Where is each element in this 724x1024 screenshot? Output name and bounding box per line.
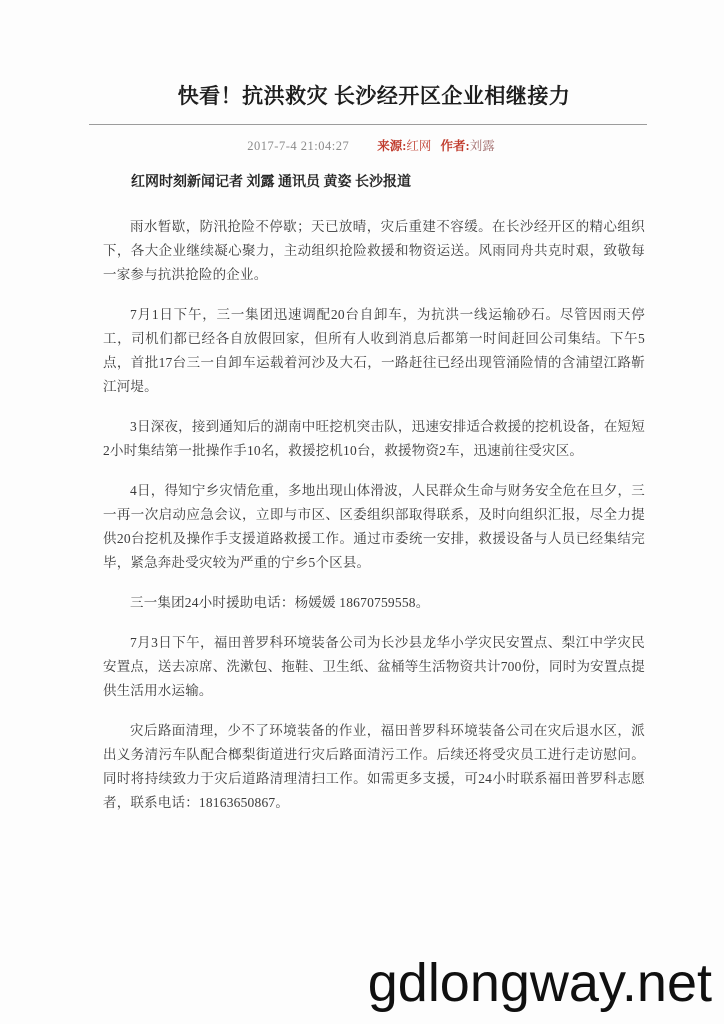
author-label: 作者: [440,139,470,153]
news-article [103,0,645,815]
article-paragraph-2: 7月1日下午，三一集团迅速调配20台自卸车，为抗洪一线运输砂石。尽管因雨天停工，司机们都已经各自放假回家，但所有人收到消息后都第一时间赶回公司集结。下午5点，首批17台三一自卸车运载着河沙及大石，一路赶往已经出现管涌险情的含浦望江路靳江河堤。 [103,307,645,394]
publish-datetime: 2017-7-4 21:04:27 [247,139,350,153]
title-divider [89,124,647,125]
article-paragraph-5: 三一集团24小时援助电话：杨媛媛 18670759558。 [130,595,430,610]
article-paragraph-6: 7月3日下午，福田普罗科环境装备公司为长沙县龙华小学灾民安置点、梨江中学灾民安置点，送去凉席、洗漱包、拖鞋、卫生纸、盆桶等生活物资共计700份，同时为安置点提供生活用水运输。 [103,635,645,698]
source-group [377,139,431,153]
article-byline: 红网时刻新闻记者 刘露 通讯员 黄姿 长沙报道 [131,175,411,190]
article-paragraph-3: 3日深夜，接到通知后的湖南中旺挖机突击队，迅速安排适合救援的挖机设备，在短短2小时集结第一批操作手10名，救援挖机10台，救援物资2车，迅速前往受灾区。 [103,419,645,458]
article-paragraph-4: 4日，得知宁乡灾情危重，多地出现山体滑波，人民群众生命与财务安全危在旦夕，三一再一次启动应急会议，立即与市区、区委组织部取得联系，及时向组织汇报，尽全力提供20台挖机及操作手支援道路救援工作。通过市委统一安排，救援设备与人员已经集结完毕，紧急奔赴受灾较为严重的宁乡5个区县。 [103,483,645,570]
site-watermark: gdlongway.net [367,953,712,1013]
article-meta [103,137,645,155]
article-paragraph-1: 雨水暂歇，防汛抢险不停歇；天已放晴，灾后重建不容缓。在长沙经开区的精心组织下，各大企业继续凝心聚力，主动组织抢险救援和物资运送。风雨同舟共克时艰，致敬每一家参与抗洪抢险的企业。 [103,219,645,282]
article-title: 快看！抗洪救灾 长沙经开区企业相继接力 [177,84,571,108]
author-group [441,139,495,153]
article-paragraph-7: 灾后路面清理，少不了环境装备的作业，福田普罗科环境装备公司在灾后退水区，派出义务清污车队配合榔梨街道进行灾后路面清污工作。后续还将受灾员工进行走访慰问。同时将持续致力于灾后道路清理清扫工作。如需更多支援，可24小时联系福田普罗科志愿者，联系电话：18163650867。 [103,723,645,810]
source-label: 来源: [377,139,407,153]
author-value: 刘露 [469,139,495,153]
source-value: 红网 [406,139,432,153]
